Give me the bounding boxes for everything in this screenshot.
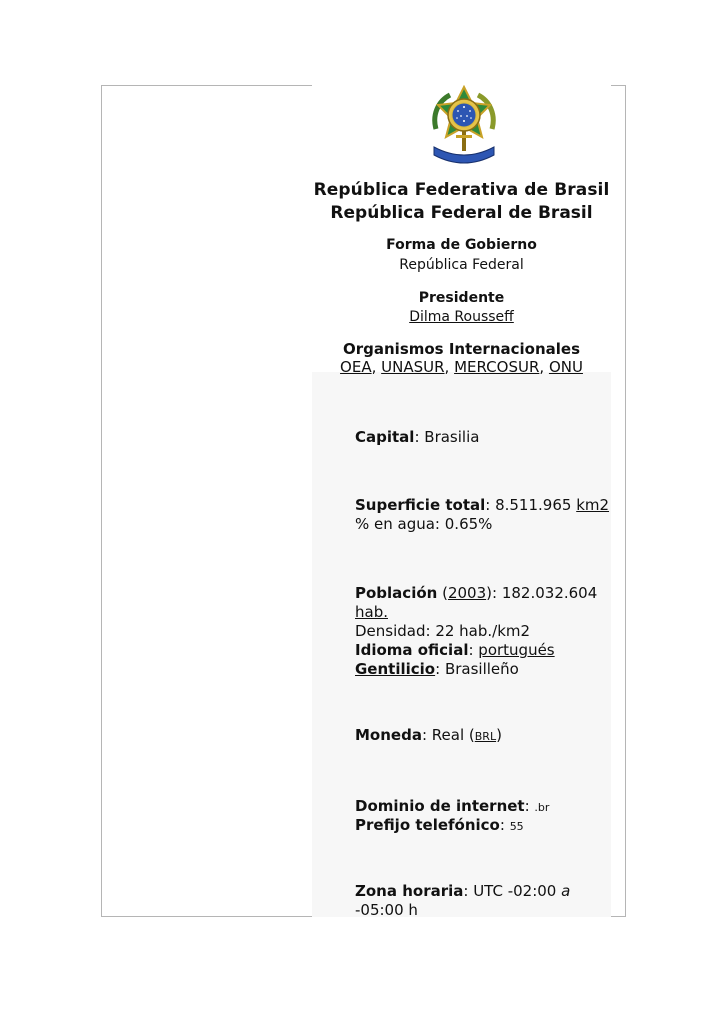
population-year-link[interactable]: 2003: [447, 584, 487, 602]
organizations-list: [312, 358, 611, 376]
timezone-from: UTC -02:00: [473, 882, 557, 900]
timezone-label: Zona horaria: [355, 882, 464, 900]
organizations-label: Organismos Internacionales: [342, 340, 581, 358]
language-row: Idioma oficial: portugués: [355, 641, 555, 659]
coat-of-arms-brazil-icon: [428, 85, 500, 165]
currency-row: Moneda: Real (BRL): [355, 726, 502, 744]
capital-value: Brasilia: [424, 428, 480, 446]
population-label: Población: [355, 584, 438, 602]
org-separator: ,: [444, 358, 455, 376]
government-value: República Federal: [399, 257, 524, 273]
demonym-label-link[interactable]: Gentilicio: [355, 660, 436, 678]
timezone-row: Zona horaria: UTC -02:00 a: [355, 882, 571, 900]
phone-row: Prefijo telefónico: 55: [355, 816, 524, 834]
country-short-name: República Federal de Brasil: [330, 203, 593, 223]
capital-row: Capital: Brasilia: [355, 428, 480, 446]
org-link-mercosur[interactable]: MERCOSUR: [454, 358, 540, 376]
language-link[interactable]: portugués: [478, 641, 555, 659]
org-separator: ,: [371, 358, 382, 376]
density-row: Densidad: 22 hab./km2: [355, 622, 531, 640]
currency-value: Real: [431, 726, 465, 744]
population-value: 182.032.604: [501, 584, 598, 602]
president-link[interactable]: Dilma Rousseff: [409, 309, 514, 325]
phone-label: Prefijo telefónico: [355, 816, 500, 834]
area-row: Superficie total: 8.511.965 km2: [355, 496, 610, 514]
demonym-value: Brasilleño: [444, 660, 519, 678]
capital-label: Capital: [355, 428, 415, 446]
domain-row: Dominio de internet: .br: [355, 797, 550, 815]
domain-label: Dominio de internet: [355, 797, 525, 815]
domain-value: .br: [534, 801, 550, 814]
demonym-row: Gentilicio: Brasilleño: [355, 660, 519, 678]
phone-value: 55: [509, 820, 524, 833]
president-label: Presidente: [418, 290, 505, 306]
area-label: Superficie total: [355, 496, 486, 514]
org-link-unasur[interactable]: UNASUR: [381, 358, 445, 376]
area-value: 8.511.965: [495, 496, 572, 514]
timezone-to: -05:00 h: [355, 901, 418, 919]
area-unit-link[interactable]: km2: [576, 496, 610, 514]
government-label: Forma de Gobierno: [386, 237, 537, 253]
org-link-onu[interactable]: ONU: [548, 358, 583, 376]
country-official-name: República Federativa de Brasil: [313, 180, 610, 200]
org-link-oea[interactable]: OEA: [340, 358, 372, 376]
org-separator: ,: [539, 358, 549, 376]
currency-label: Moneda: [355, 726, 422, 744]
water-row: % en agua: 0.65%: [355, 515, 493, 533]
currency-code-link[interactable]: BRL: [474, 730, 497, 743]
population-unit-link[interactable]: hab.: [355, 603, 388, 621]
population-row: Población (2003): 182.032.604: [355, 584, 598, 602]
language-label: Idioma oficial: [355, 641, 469, 659]
timezone-connector: a: [561, 882, 571, 900]
